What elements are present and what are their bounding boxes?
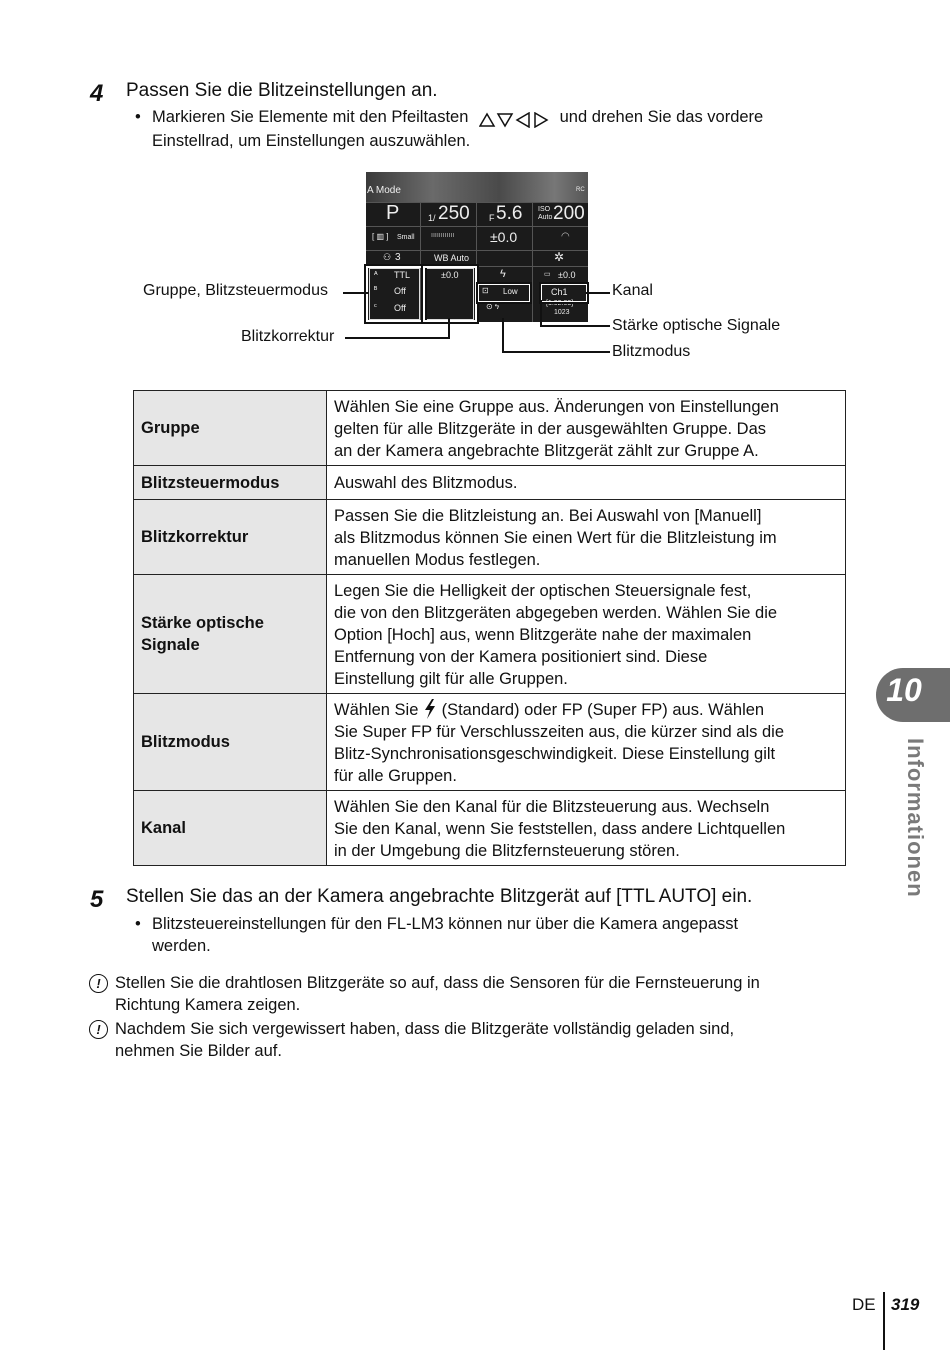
down-triangle-icon [498,114,512,126]
table-line: Auswahl des Blitzmodus. [334,474,518,492]
table-key: Blitzkorrektur [134,500,327,575]
screen-channel: Ch1 [551,287,568,297]
step-5-bullet-line2: werden. [152,937,211,955]
table-value [327,575,846,694]
table-row [134,791,846,866]
screen-aperture: 5.6 [496,203,523,224]
note-line: Stellen Sie die drahtlosen Blitzgeräte so auf, dass die Sensoren für die Fernsteuerung in [115,974,760,992]
flash-icon: ϟ [500,268,506,280]
table-value [327,791,846,866]
table-row [134,575,846,694]
table-value [327,391,846,466]
screen-shutter-prefix: 1/ [428,213,436,223]
step-number-4: 4 [90,80,104,107]
table-line: Einstellung gilt für alle Gruppen. [334,669,568,688]
note-line: Nachdem Sie sich vergewissert haben, dass die Blitzgeräte vollständig geladen sind, [115,1020,735,1038]
table-value [327,694,846,791]
table-key: Blitzmodus [134,694,327,791]
step-number-5: 5 [90,886,104,913]
screen-aperture-prefix: F [489,213,495,223]
screen-signal-level: Low [503,287,518,296]
screen-flash-count: 3 [395,252,401,263]
table-line: Wählen Sie den Kanal für die Blitzsteuerung aus. Wechseln [334,797,770,816]
screen-rc: RC [576,187,585,193]
screen-iso-label-top: ISO [538,206,551,213]
caution-icon: ! [89,1020,108,1039]
table-line: Entfernung von der Kamera positioniert sind. Diese [334,647,708,666]
screen-shutter: 250 [438,203,470,224]
table-key-line: Stärke optische [141,614,264,632]
step-4-bullet-text-b: und drehen Sie das vordere [559,108,764,126]
comp-highlight [423,266,477,322]
settings-gear-icon: ✲ [554,250,565,264]
screen-iso: 200 [553,203,585,224]
right-triangle-icon [535,113,547,127]
flash-count-icon: ⚇ [383,252,392,262]
screen-group-b-mode: Off [394,286,406,296]
signal-icon: ⊡ [482,286,489,295]
table-line: die von den Blitzgeräten abgegeben werden. Wählen Sie die [334,603,778,622]
step-5-bullet: • Blitzsteuereinstellungen für den FL-LM3 können nur über die Kamera angepasst werden. [135,915,739,955]
screen-iso-label-bottom: Auto [538,214,553,221]
group-highlight [366,266,425,322]
footer-divider [883,1292,885,1350]
step-4-bullet: • Markieren Sie Elemente mit den Pfeiltasten und drehen Sie das vordere Einstellrad, um Einstellungen auszuwählen. [135,108,764,150]
table-value [327,466,846,500]
screen-group-a-comp: ±0.0 [441,270,459,280]
wifi-icon: ◠ [561,231,570,242]
note-line: Richtung Kamera zeigen. [115,996,301,1014]
table-line: Passen Sie die Blitzleistung an. Bei Auswahl von [Manuell] [334,506,762,525]
screen-time: [1:02:03] [546,300,574,307]
left-triangle-icon [517,113,529,127]
callout-kanal: Kanal [612,282,653,299]
note-line: nehmen Sie Bilder auf. [115,1042,282,1060]
flash-mode-icon: ⊙ ϟ [486,302,500,311]
group-b-icon: ᴮ [374,285,378,294]
table-line: Option [Hoch] aus, wenn Blitzgeräte nahe der maximalen [334,625,752,644]
table-key [134,575,327,694]
table-value [327,500,846,575]
table-line: Sie den Kanal, wenn Sie feststellen, dass andere Lichtquellen [334,819,786,838]
callout-staerke: Stärke optische Signale [612,317,781,334]
table-line: Blitz-Synchronisationsgeschwindigkeit. Diese Einstellung gilt [334,744,776,763]
rc-flash-icon: ▭ [544,271,551,278]
table-line: an der Kamera angebrachte Blitzgerät zählt zur Gruppe A. [334,441,759,460]
group-c-icon: ᶜ [374,302,377,311]
exposure-scale-icon: ıııııııııııı [431,232,455,239]
arrow-keys-icon [479,108,549,130]
table-key: Blitzsteuermodus [134,466,327,500]
table-line: Wählen Sie eine Gruppe aus. Änderungen von Einstellungen [334,397,779,416]
screen-program: P [386,202,400,224]
signal-highlight [478,284,530,302]
settings-table [133,390,846,866]
group-a-icon: ᴬ [374,270,378,279]
table-line: gelten für alle Blitzgeräte in der ausgewählten Gruppe. Das [334,419,767,438]
screen-shots: 1023 [554,309,570,316]
table-line: Wählen Sie [334,700,419,719]
caution-icon: ! [89,974,108,993]
table-line: als Blitzmodus können Sie einen Wert für die Blitzleistung im [334,528,777,547]
step-5-bullet-line1: Blitzsteuereinstellungen für den FL-LM3 können nur über die Kamera angepasst [152,915,739,933]
chapter-number: 10 [886,672,922,708]
table-row [134,391,846,466]
table-line: Legen Sie die Helligkeit der optischen Steuersignale fest, [334,581,752,600]
flash-bolt-icon [423,699,437,719]
table-row [134,694,846,791]
screen-group-a-mode: TTL [394,270,411,280]
footer-language: DE [852,1295,876,1314]
screen-size: Small [397,234,415,241]
step-4-title: Passen Sie die Blitzeinstellungen an. [126,80,438,101]
step-4-bullet-text-a: Markieren Sie Elemente mit den Pfeiltasten [152,108,469,126]
screen-flash-comp2: ±0.0 [558,270,576,280]
table-line: manuellen Modus festlegen. [334,550,541,569]
page-number: 319 [891,1295,920,1314]
table-line: für alle Gruppen. [334,766,457,785]
table-line: in der Umgebung die Blitzfernsteuerung stören. [334,841,680,860]
channel-highlight [541,284,587,302]
step-4-bullet-text-c: Einstellrad, um Einstellungen auszuwählen. [152,132,471,150]
callout-blitzkorrektur: Blitzkorrektur [241,328,335,345]
callout-gruppe: Gruppe, Blitzsteuermodus [143,282,328,299]
table-key: Kanal [134,791,327,866]
table-key: Gruppe [134,391,327,466]
screen-group-c-mode: Off [394,303,406,313]
screen-wb: WB Auto [434,253,470,263]
screen-exposure: ±0.0 [490,229,518,245]
image-size-icon: [ ▥ ] [372,232,389,241]
table-row [134,500,846,575]
up-triangle-icon [480,114,494,126]
chapter-label: Informationen [903,738,928,898]
table-line: (Standard) oder FP (Super FP) aus. Wählen [441,700,765,719]
note-2 [115,1018,845,1062]
table-row [134,466,846,500]
note-1 [115,972,845,1016]
callout-blitzmodus: Blitzmodus [612,343,691,360]
step-5-title: Stellen Sie das an der Kamera angebrachte Blitzgerät auf [TTL AUTO] ein. [126,886,753,907]
screen-mode-label: A Mode [367,185,401,196]
table-key-line: Signale [141,636,200,654]
table-line: Sie Super FP für Verschlusszeiten aus, die kürzer sind als die [334,722,785,741]
